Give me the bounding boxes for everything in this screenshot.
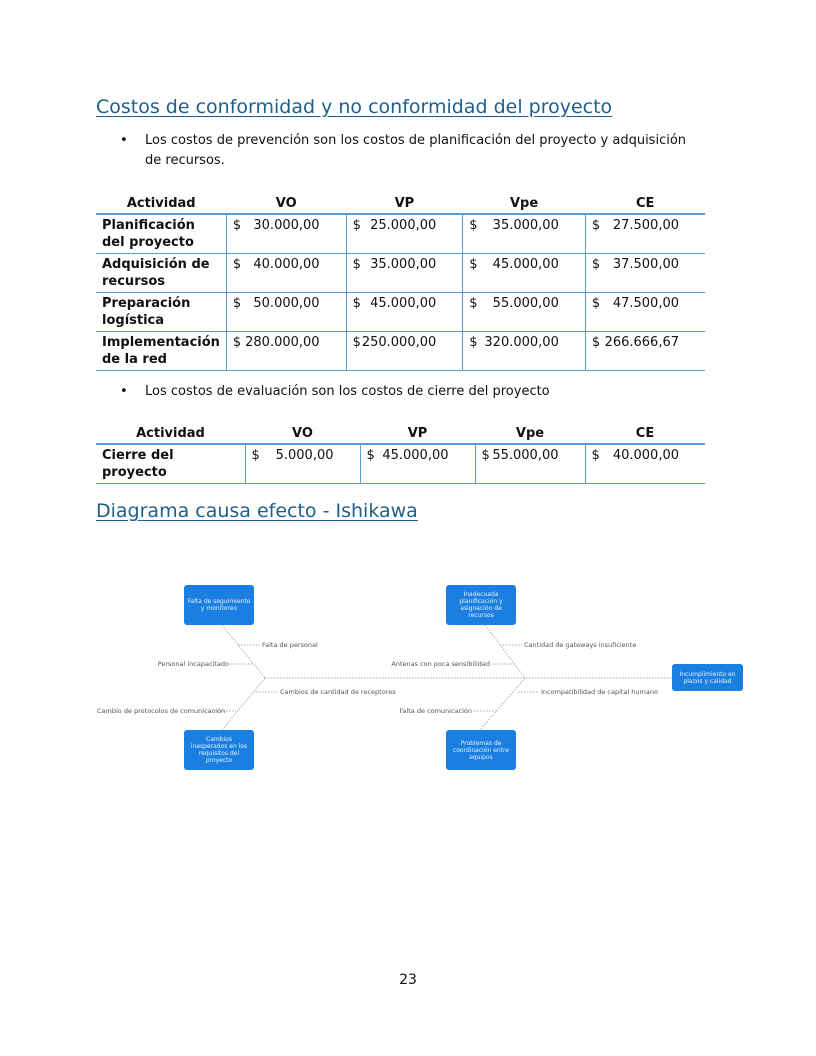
section-heading-costs: Costos de conformidad y no conformidad del proyecto — [96, 96, 613, 118]
amount: 5.000,00 — [275, 448, 334, 463]
amount: 27.500,00 — [612, 218, 679, 233]
column-header: Vpe — [475, 424, 585, 444]
currency-symbol: $ — [591, 335, 601, 350]
currency-symbol: $ — [591, 257, 601, 272]
column-header: CE — [585, 194, 705, 214]
bone-line — [222, 625, 265, 678]
column-header: Actividad — [96, 194, 226, 214]
amount: 320.000,00 — [484, 335, 559, 350]
cause-label: Cambios de cantidad de receptores — [280, 688, 396, 696]
amount: 40.000,00 — [612, 448, 679, 463]
currency-symbol: $ — [469, 335, 478, 350]
amount: 35.000,00 — [370, 257, 437, 272]
cause-label: Cantidad de gateways insuficiente — [524, 641, 637, 649]
amount: 40.000,00 — [253, 257, 320, 272]
currency-symbol: $ — [366, 448, 375, 463]
amount: 45.000,00 — [382, 448, 449, 463]
column-header: Actividad — [96, 424, 245, 444]
currency-symbol: $ — [481, 448, 490, 463]
section-heading-ishikawa: Diagrama causa efecto - Ishikawa — [96, 500, 418, 522]
currency-symbol: $ — [352, 296, 361, 311]
category-box: Falta de seguimiento y monitoreo — [184, 585, 254, 625]
bone-line — [480, 678, 525, 730]
cause-label: Antenas con poca sensibilidad — [391, 660, 490, 668]
currency-symbol: $ — [352, 257, 361, 272]
cause-label: Falta de personal — [262, 641, 318, 649]
amount: 47.500,00 — [612, 296, 679, 311]
amount: 55.000,00 — [492, 448, 559, 463]
effect-box: Incumplimiento en plazos y calidad — [672, 664, 743, 691]
column-header: Vpe — [463, 194, 586, 214]
activity-cell: Planificación del proyecto — [96, 214, 226, 254]
column-header: VO — [226, 194, 346, 214]
currency-symbol: $ — [469, 218, 478, 233]
currency-symbol: $ — [251, 448, 260, 463]
currency-symbol: $ — [352, 218, 361, 233]
amount: 25.000,00 — [370, 218, 437, 233]
category-box: Inadecuada planificación y asignación de recursos — [446, 585, 516, 625]
amount: 35.000,00 — [492, 218, 559, 233]
currency-symbol: $ — [469, 257, 478, 272]
bone-line — [485, 625, 525, 678]
column-header: CE — [585, 424, 705, 444]
category-box: Problemas de coordinación entre equipos — [446, 730, 516, 770]
currency-symbol: $ — [469, 296, 478, 311]
currency-symbol: $ — [352, 335, 361, 350]
bullet-text: Los costos de evaluación son los costos de cierre del proyecto — [145, 384, 550, 399]
amount: 37.500,00 — [612, 257, 679, 272]
column-header: VP — [346, 194, 463, 214]
bullet-prevention: • Los costos de prevención son los costos de planificación del proyecto y adquisición de recursos. — [120, 131, 700, 171]
amount: 250.000,00 — [361, 335, 437, 350]
activity-cell: Preparación logística — [96, 293, 226, 332]
currency-symbol: $ — [591, 296, 601, 311]
category-box: Cambios inesperados en los requisitos del proyecto — [184, 730, 254, 770]
currency-symbol: $ — [232, 218, 242, 233]
bone-line — [222, 678, 265, 730]
currency-symbol: $ — [232, 335, 242, 350]
activity-cell: Adquisición de recursos — [96, 254, 226, 293]
cause-label: Incompatibilidad de capital humano — [541, 688, 658, 696]
cause-label: Falta de comunicación — [399, 707, 472, 715]
activity-cell: Implementación de la red — [96, 332, 226, 371]
currency-symbol: $ — [591, 448, 600, 463]
bullet-text: Los costos de prevención son los costos de planificación del proyecto y adquisición de recursos. — [145, 133, 687, 168]
amount: 30.000,00 — [253, 218, 320, 233]
amount: 45.000,00 — [370, 296, 437, 311]
column-header: VP — [360, 424, 475, 444]
cause-label: Personal incapacitado — [157, 660, 229, 668]
amount: 50.000,00 — [253, 296, 320, 311]
amount: 266.666,67 — [604, 335, 679, 350]
column-header: VO — [245, 424, 360, 444]
amount: 45.000,00 — [492, 257, 559, 272]
bullet-evaluation: • Los costos de evaluación son los costos de cierre del proyecto — [120, 382, 700, 402]
currency-symbol: $ — [232, 296, 242, 311]
cause-label: Cambio de protocolos de comunicación — [97, 707, 226, 715]
activity-cell: Cierre del proyecto — [96, 444, 245, 484]
amount: 280.000,00 — [245, 335, 320, 350]
currency-symbol: $ — [591, 218, 601, 233]
amount: 55.000,00 — [492, 296, 559, 311]
page-number: 23 — [399, 972, 417, 988]
currency-symbol: $ — [232, 257, 242, 272]
